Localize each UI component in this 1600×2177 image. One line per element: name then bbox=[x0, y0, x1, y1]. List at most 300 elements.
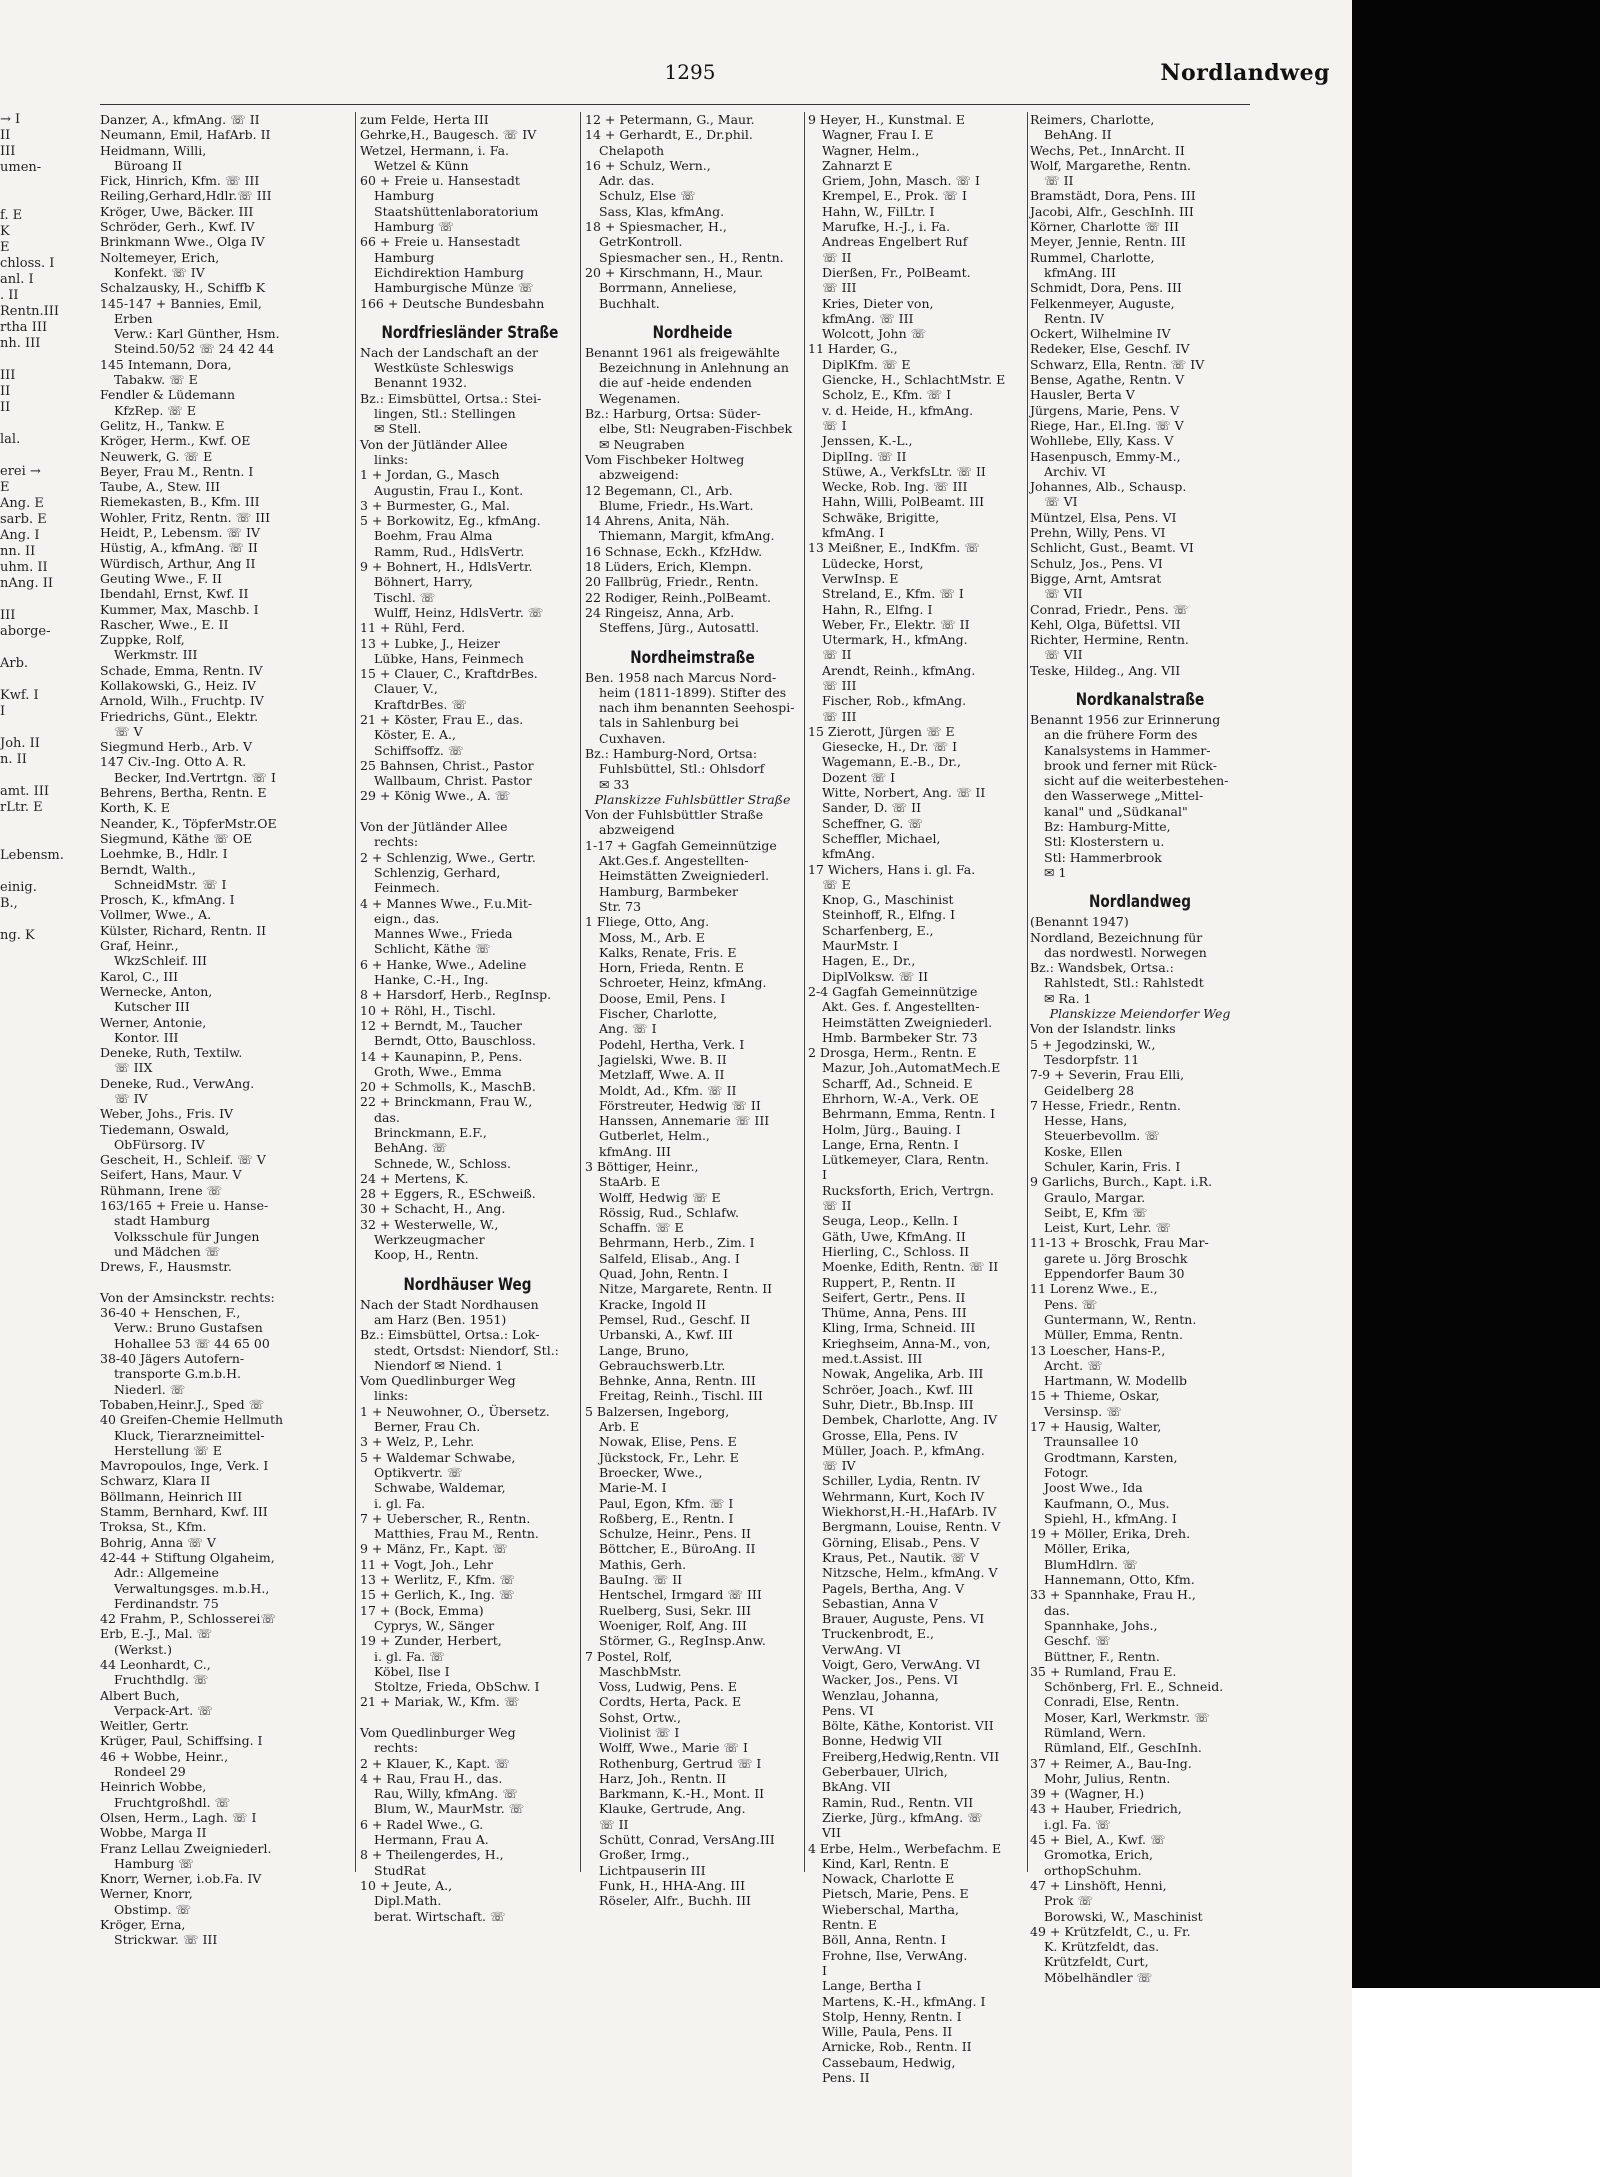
entry-continuation: Wille, Paula, Pens. II bbox=[822, 2024, 953, 2040]
street-heading: Nordfriesländer Straße bbox=[381, 322, 559, 343]
directory-entry: Heidt, P., Lebensm. ☏ IV bbox=[100, 525, 260, 541]
directory-entry: Gehrke,H., Baugesch. ☏ IV bbox=[360, 127, 537, 143]
entry-continuation: Niendorf ✉ Niend. 1 bbox=[374, 1357, 504, 1373]
directory-entry: 47 + Linshöft, Henni, bbox=[1030, 1877, 1167, 1893]
directory-entry: 49 + Krützfeldt, C., u. Fr. bbox=[1030, 1923, 1191, 1939]
directory-entry: 38-40 Jägers Autofern- bbox=[100, 1351, 245, 1367]
entry-continuation: Wacker, Jos., Pens. VI bbox=[822, 1672, 959, 1688]
entry-continuation: Nowak, Angelika, Arb. III bbox=[822, 1366, 984, 1382]
directory-entry: Siegmund Herb., Arb. V bbox=[100, 739, 253, 755]
directory-entry: Teske, Hildeg., Ang. VII bbox=[1030, 662, 1181, 678]
entry-continuation: Wagner, Frau I. E bbox=[822, 127, 934, 143]
directory-entry: Zuppke, Rolf, bbox=[100, 632, 185, 648]
entry-continuation: an die frühere Form des bbox=[1044, 727, 1198, 743]
entry-continuation: Scharfenberg, E., bbox=[822, 922, 934, 938]
directory-entry: 39 + (Wagner, H.) bbox=[1030, 1786, 1145, 1802]
directory-entry: Seifert, Hans, Maur. V bbox=[100, 1167, 242, 1183]
entry-continuation: K. Krützfeldt, das. bbox=[1044, 1939, 1160, 1955]
directory-entry: Arnold, Wilh., Fruchtp. IV bbox=[100, 693, 264, 709]
entry-continuation: Kind, Karl, Rentn. E bbox=[822, 1855, 950, 1871]
directory-entry: Kröger, Erna, bbox=[100, 1917, 186, 1933]
entry-continuation: Koske, Ellen bbox=[1044, 1143, 1123, 1159]
entry-continuation: Ruppert, P., Rentn. II bbox=[822, 1274, 956, 1290]
directory-entry: Bz.: Eimsbüttel, Ortsa.: Lok- bbox=[360, 1327, 540, 1343]
entry-continuation: Mohr, Julius, Rentn. bbox=[1044, 1770, 1171, 1786]
directory-entry: Felkenmeyer, Auguste, bbox=[1030, 295, 1175, 311]
entry-continuation: transporte G.m.b.H. bbox=[114, 1366, 242, 1382]
directory-entry: Prehn, Willy, Pens. VI bbox=[1030, 525, 1166, 541]
entry-continuation: Groth, Wwe., Emma bbox=[374, 1063, 502, 1079]
directory-entry: Olsen, Herm., Lagh. ☏ I bbox=[100, 1809, 257, 1825]
entry-continuation: Schlicht, Käthe ☏ bbox=[374, 941, 491, 957]
directory-entry: 15 + Clauer, C., KraftdrBes. bbox=[360, 666, 538, 682]
entry-continuation: Kracke, Ingold II bbox=[599, 1296, 707, 1312]
entry-continuation: Jückstock, Fr., Lehr. E bbox=[599, 1449, 739, 1465]
entry-continuation: Schulz, Else ☏ bbox=[599, 188, 696, 204]
map-reference: Planskizze Fuhlsbüttler Straße bbox=[594, 791, 791, 807]
margin-fragment: Kwf. I bbox=[0, 688, 39, 703]
entry-continuation: Hohallee 53 ☏ 44 65 00 bbox=[114, 1335, 270, 1351]
entry-continuation: Cuxhaven. bbox=[599, 730, 666, 746]
entry-continuation: Pagels, Bertha, Ang. V bbox=[822, 1580, 965, 1596]
directory-entry: 20 Fallbrüg, Friedr., Rentn. bbox=[585, 574, 759, 590]
directory-entry: Weber, Johs., Fris. IV bbox=[100, 1106, 234, 1122]
entry-continuation: Heimstätten Zweigniederl. bbox=[822, 1014, 993, 1030]
directory-entry: Berndt, Walth., bbox=[100, 861, 196, 877]
directory-entry: 10 + Jeute, A., bbox=[360, 1877, 453, 1893]
entry-continuation: brook und ferner mit Rück- bbox=[1044, 757, 1217, 773]
entry-continuation: DiplKfm. ☏ E bbox=[822, 356, 911, 372]
entry-continuation: Böhnert, Harry, bbox=[374, 574, 473, 590]
directory-entry: Meyer, Jennie, Rentn. III bbox=[1030, 234, 1186, 250]
entry-continuation: Akt.Ges.f. Angestellten- bbox=[599, 853, 749, 869]
margin-fragment bbox=[0, 352, 70, 368]
entry-continuation: ✉ Stell. bbox=[374, 421, 422, 437]
directory-entry: 2-4 Gagfah Gemeinnützige bbox=[808, 983, 978, 999]
directory-entry: Taube, A., Stew. III bbox=[100, 479, 221, 495]
entry-continuation: SchneidMstr. ☏ I bbox=[114, 876, 227, 892]
margin-fragment: f. E bbox=[0, 208, 23, 223]
directory-entry: Von der Islandstr. links bbox=[1030, 1021, 1176, 1037]
directory-entry: Schmidt, Dora, Pens. III bbox=[1030, 280, 1182, 296]
entry-continuation: links: bbox=[374, 451, 409, 467]
entry-continuation: ✉ 33 bbox=[599, 776, 630, 792]
entry-continuation: ☏ II bbox=[822, 647, 852, 663]
directory-entry: 3 Böttiger, Heinr., bbox=[585, 1159, 699, 1174]
entry-continuation: BehAng. ☏ bbox=[374, 1140, 448, 1156]
entry-continuation: Marufke, H.-J., i. Fa. bbox=[822, 219, 951, 235]
spacer bbox=[360, 1710, 575, 1725]
entry-continuation: Lichtpauserin III bbox=[599, 1862, 706, 1878]
spacer bbox=[360, 804, 575, 819]
entry-continuation: Prok ☏ bbox=[1044, 1893, 1094, 1909]
directory-entry: 22 Rodiger, Reinh.,PolBeamt. bbox=[585, 589, 771, 605]
margin-fragment: aborge- bbox=[0, 624, 51, 639]
directory-entry: Kummer, Max, Maschb. I bbox=[100, 601, 259, 617]
directory-entry: 45 + Biel, A., Kwf. ☏ bbox=[1030, 1832, 1166, 1848]
entry-continuation: Scholz, E., Kfm. ☏ I bbox=[822, 387, 952, 403]
entry-continuation: ObFürsorg. IV bbox=[114, 1136, 205, 1152]
entry-continuation: Graulo, Margar. bbox=[1044, 1189, 1146, 1205]
margin-fragment bbox=[0, 416, 70, 432]
entry-continuation: Böll, Anna, Rentn. I bbox=[822, 1932, 946, 1948]
entry-continuation: WkzSchleif. III bbox=[114, 953, 207, 969]
entry-continuation: i. gl. Fa. bbox=[374, 1495, 426, 1511]
entry-continuation: Lange, Erna, Rentn. I bbox=[822, 1136, 959, 1152]
entry-continuation: Bz: Hamburg-Mitte, bbox=[1044, 819, 1171, 835]
directory-entry: 9 + Mänz, Fr., Kapt. ☏ bbox=[360, 1541, 508, 1557]
entry-continuation: Rentn. IV bbox=[1044, 310, 1104, 326]
directory-entry: Kröger, Uwe, Bäcker. III bbox=[100, 203, 254, 219]
directory-entry: 8 + Theilengerdes, H., bbox=[360, 1847, 504, 1863]
margin-fragment: einig. bbox=[0, 880, 37, 895]
entry-continuation: das. bbox=[1044, 1602, 1070, 1618]
directory-entry: 18 + Spiesmacher, H., bbox=[585, 219, 727, 235]
entry-continuation: Freitag, Reinh., Tischl. III bbox=[599, 1388, 763, 1404]
column-4 bbox=[808, 112, 1028, 2085]
entry-continuation: Augustin, Frau I., Kont. bbox=[374, 482, 524, 498]
directory-entry: zum Felde, Herta III bbox=[360, 112, 489, 127]
directory-entry: 1 + Jordan, G., Masch bbox=[360, 467, 500, 483]
entry-continuation: Tischl. ☏ bbox=[374, 589, 436, 605]
directory-entry: 1 Fliege, Otto, Ang. bbox=[585, 914, 710, 930]
entry-continuation: Hannemann, Otto, Kfm. bbox=[1044, 1572, 1195, 1588]
entry-continuation: Borrmann, Anneliese, bbox=[599, 280, 737, 296]
entry-continuation: Adr.: Allgemeine bbox=[114, 1565, 219, 1581]
entry-continuation: Hanssen, Annemarie ☏ III bbox=[599, 1113, 770, 1129]
entry-continuation: I bbox=[822, 1167, 827, 1183]
directory-entry: 21 + Köster, Frau E., das. bbox=[360, 711, 524, 727]
entry-continuation: Westküste Schleswigs bbox=[374, 360, 514, 376]
directory-entry: Knorr, Werner, i.ob.Fa. IV bbox=[100, 1871, 262, 1887]
entry-continuation: Ferdinandstr. 75 bbox=[114, 1595, 219, 1611]
margin-fragment: nAng. II bbox=[0, 576, 53, 591]
directory-entry: Fendler & Lüdemann bbox=[100, 387, 236, 403]
entry-continuation: Fischer, Charlotte, bbox=[599, 1006, 718, 1022]
entry-continuation: Moss, M., Arb. E bbox=[599, 929, 705, 945]
directory-entry: Kröger, Herm., Kwf. OE bbox=[100, 433, 251, 449]
entry-continuation: Buchhalt. bbox=[599, 295, 660, 311]
entry-continuation: abzweigend: bbox=[599, 467, 679, 483]
entry-continuation: Spannhake, Johs., bbox=[1044, 1617, 1158, 1633]
entry-continuation: ☏ II bbox=[599, 1816, 629, 1832]
directory-entry: 24 Ringeisz, Anna, Arb. bbox=[585, 604, 735, 620]
entry-continuation: Scharff, Ad., Schneid. E bbox=[822, 1075, 973, 1091]
entry-continuation: MaschbMstr. bbox=[599, 1663, 682, 1679]
directory-entry: Hausler, Berta V bbox=[1030, 387, 1135, 403]
margin-fragment bbox=[0, 720, 70, 736]
entry-continuation: Gäth, Uwe, KfmAng. II bbox=[822, 1228, 966, 1244]
directory-entry: 37 + Reimer, A., Bau-Ing. bbox=[1030, 1755, 1192, 1771]
entry-continuation: BauIng. ☏ II bbox=[599, 1572, 683, 1588]
directory-entry: Neander, K., TöpferMstr.OE bbox=[100, 815, 277, 831]
directory-entry: Noltemeyer, Erich, bbox=[100, 249, 220, 265]
directory-entry: Schwarz, Klara II bbox=[100, 1473, 211, 1489]
entry-continuation: Ramin, Rud., Rentn. VII bbox=[822, 1794, 974, 1810]
entry-continuation: Wetzel & Künn bbox=[374, 157, 469, 173]
entry-continuation: Adr. das. bbox=[599, 173, 655, 189]
entry-continuation: Köster, E. A., bbox=[374, 727, 456, 743]
entry-continuation: Marie-M. I bbox=[599, 1480, 667, 1496]
directory-entry: 7 + Ueberscher, R., Rentn. bbox=[360, 1510, 531, 1526]
entry-continuation: DiplVolksw. ☏ II bbox=[822, 968, 929, 984]
entry-continuation: Wulff, Heinz, HdlsVertr. ☏ bbox=[374, 604, 544, 620]
entry-continuation: ☏ II bbox=[1044, 173, 1074, 189]
entry-continuation: Tabakw. ☏ E bbox=[114, 372, 198, 388]
directory-entry: Bramstädt, Dora, Pens. III bbox=[1030, 188, 1196, 204]
directory-entry: Bz.: Harburg, Ortsa: Süder- bbox=[585, 406, 761, 422]
entry-continuation: Berndt, Otto, Bauschloss. bbox=[374, 1033, 536, 1049]
entry-continuation: Hahn, W., FilLtr. I bbox=[822, 203, 935, 219]
directory-entry: 19 + Zunder, Herbert, bbox=[360, 1633, 502, 1649]
directory-entry: Brinkmann Wwe., Olga IV bbox=[100, 234, 265, 250]
directory-entry: Kehl, Olga, Büfettsl. VII bbox=[1030, 616, 1181, 632]
entry-continuation: abzweigend bbox=[599, 822, 675, 838]
entry-continuation: Funk, H., HHA-Ang. III bbox=[599, 1877, 746, 1893]
page-number: 1295 bbox=[664, 60, 716, 84]
directory-entry: Hüstig, A., kfmAng. ☏ II bbox=[100, 540, 258, 556]
entry-continuation: Rümland, Elf., GeschInh. bbox=[1044, 1740, 1202, 1756]
entry-continuation: Wagemann, E.-B., Dr., bbox=[822, 754, 961, 770]
entry-continuation: die auf -heide endenden bbox=[599, 375, 752, 391]
entry-continuation: Hierling, C., Schloss. II bbox=[822, 1243, 970, 1259]
entry-continuation: Geschf. ☏ bbox=[1044, 1633, 1111, 1649]
entry-continuation: Pemsel, Rud., Geschf. II bbox=[599, 1311, 751, 1327]
entry-continuation: eign., das. bbox=[374, 910, 440, 926]
entry-continuation: Wecke, Rob. Ing. ☏ III bbox=[822, 479, 968, 495]
entry-continuation: GetrKontroll. bbox=[599, 234, 683, 250]
margin-fragment: II bbox=[0, 400, 11, 415]
directory-entry: 20 + Schmolls, K., MaschB. bbox=[360, 1079, 536, 1095]
entry-continuation: Rothenburg, Gertrud ☏ I bbox=[599, 1755, 762, 1771]
entry-continuation: Schulze, Heinr., Pens. II bbox=[599, 1526, 751, 1542]
entry-continuation: Möbelhändler ☏ bbox=[1044, 1969, 1153, 1985]
entry-continuation: Violinist ☏ I bbox=[599, 1724, 680, 1740]
running-head-street: Nordlandweg bbox=[1160, 60, 1330, 86]
directory-entry: 3 + Welz, P., Lehr. bbox=[360, 1434, 475, 1450]
entry-continuation: i.gl. Fa. ☏ bbox=[1044, 1816, 1111, 1832]
entry-continuation: Voss, Ludwig, Pens. E bbox=[599, 1679, 737, 1695]
directory-entry: Jürgens, Marie, Pens. V bbox=[1030, 402, 1180, 418]
directory-entry: 16 Schnase, Eckh., KfzHdw. bbox=[585, 543, 763, 559]
entry-continuation: Knop, G., Maschinist bbox=[822, 892, 954, 908]
entry-continuation: Klauke, Gertrude, Ang. bbox=[599, 1801, 746, 1817]
entry-continuation: lingen, Stl.: Stellingen bbox=[374, 406, 516, 422]
entry-continuation: MaurMstr. I bbox=[822, 938, 899, 954]
directory-entry: Conrad, Friedr., Pens. ☏ bbox=[1030, 601, 1189, 617]
directory-entry: Bz.: Wandsbek, Ortsa.: bbox=[1030, 960, 1174, 976]
entry-continuation: Hahn, R., Elfng. I bbox=[822, 601, 933, 617]
directory-entry: 19 + Möller, Erika, Dreh. bbox=[1030, 1526, 1191, 1542]
entry-continuation: Rentn. E bbox=[822, 1917, 878, 1933]
directory-entry: Stamm, Bernhard, Kwf. III bbox=[100, 1504, 268, 1520]
directory-entry: Bense, Agathe, Rentn. V bbox=[1030, 372, 1185, 388]
directory-entry: 6 + Hanke, Wwe., Adeline bbox=[360, 956, 527, 972]
directory-entry: 21 + Mariak, W., Kfm. ☏ bbox=[360, 1694, 520, 1710]
directory-entry: 2 + Klauer, K., Kapt. ☏ bbox=[360, 1755, 510, 1771]
spacer bbox=[100, 1275, 352, 1290]
directory-entry: 11 Harder, G., bbox=[808, 341, 898, 357]
entry-continuation: Steinhoff, R., Elfng. I bbox=[822, 907, 956, 923]
directory-entry: 15 + Gerlich, K., Ing. ☏ bbox=[360, 1587, 515, 1603]
entry-continuation: Gebrauchswerb.Ltr. bbox=[599, 1357, 726, 1373]
entry-continuation: Schönberg, Frl. E., Schneid. bbox=[1044, 1679, 1224, 1695]
entry-continuation: Ruelberg, Susi, Sekr. III bbox=[599, 1602, 752, 1618]
entry-continuation: Doose, Emil, Pens. I bbox=[599, 990, 726, 1006]
entry-continuation: rechts: bbox=[374, 1740, 419, 1756]
entry-continuation: Böttcher, E., BüroAng. II bbox=[599, 1541, 756, 1557]
directory-entry: 11 Lorenz Wwe., E., bbox=[1030, 1281, 1158, 1297]
entry-continuation: Ehrhorn, W.-A., Verk. OE bbox=[822, 1091, 979, 1106]
directory-entry: Schade, Emma, Rentn. IV bbox=[100, 662, 263, 678]
directory-entry: Albert Buch, bbox=[100, 1687, 180, 1703]
entry-continuation: Verwaltungsges. m.b.H., bbox=[114, 1580, 270, 1596]
entry-continuation: rechts: bbox=[374, 834, 419, 850]
directory-entry: Wobbe, Marga II bbox=[100, 1825, 207, 1841]
entry-continuation: Hamburgische Münze ☏ bbox=[374, 280, 534, 296]
margin-fragment: II bbox=[0, 384, 11, 399]
directory-entry: Vom Quedlinburger Weg bbox=[360, 1724, 516, 1740]
entry-continuation: Behrmann, Herb., Zim. I bbox=[599, 1235, 755, 1251]
entry-continuation: Eichdirektion Hamburg bbox=[374, 264, 524, 280]
street-heading: Nordhäuser Weg bbox=[403, 1274, 532, 1295]
entry-continuation: Hanke, C.-H., Ing. bbox=[374, 972, 489, 988]
entry-continuation: ✉ Ra. 1 bbox=[1044, 990, 1092, 1006]
directory-entry: Deneke, Rud., VerwAng. bbox=[100, 1075, 255, 1091]
map-reference: Planskizze Meiendorfer Weg bbox=[1049, 1006, 1231, 1022]
entry-continuation: Freiberg,Hedwig,Rentn. VII bbox=[822, 1748, 1000, 1764]
entry-continuation: Rössig, Rud., Schlafw. bbox=[599, 1204, 739, 1220]
entry-continuation: Urbanski, A., Kwf. III bbox=[599, 1327, 733, 1343]
directory-entry: 9 Heyer, H., Kunstmal. E bbox=[808, 112, 966, 127]
directory-entry: 46 + Wobbe, Heinr., bbox=[100, 1748, 229, 1764]
directory-entry: 5 + Jegodzinski, W., bbox=[1030, 1036, 1156, 1052]
entry-continuation: Strickwar. ☏ III bbox=[114, 1932, 218, 1948]
directory-entry: 7-9 + Severin, Frau Elli, bbox=[1030, 1067, 1185, 1083]
entry-continuation: berat. Wirtschaft. ☏ bbox=[374, 1908, 506, 1924]
directory-entry: Müntzel, Elsa, Pens. VI bbox=[1030, 509, 1177, 525]
directory-entry: 3 + Burmester, G., Mal. bbox=[360, 497, 510, 513]
entry-continuation: Dozent ☏ I bbox=[822, 769, 896, 785]
entry-continuation: Seifert, Gertr., Pens. II bbox=[822, 1289, 966, 1305]
directory-entry: Danzer, A., kfmAng. ☏ II bbox=[100, 112, 260, 127]
margin-fragment: III bbox=[0, 608, 16, 623]
directory-entry: Schulz, Jos., Pens. VI bbox=[1030, 555, 1163, 571]
directory-entry: 32 + Westerwelle, W., bbox=[360, 1216, 499, 1232]
entry-continuation: Andreas Engelbert Ruf bbox=[822, 234, 968, 250]
directory-entry: 17 + Hausig, Walter, bbox=[1030, 1419, 1162, 1435]
column-5 bbox=[1030, 112, 1250, 1985]
street-heading: Nordkanalstraße bbox=[1075, 689, 1205, 710]
entry-continuation: elbe, Stl: Neugraben-Fischbek bbox=[599, 421, 793, 437]
directory-entry: 15 Zierott, Jürgen ☏ E bbox=[808, 723, 955, 739]
entry-continuation: Steind.50/52 ☏ 24 42 44 bbox=[114, 341, 275, 357]
entry-continuation: Kutscher III bbox=[114, 999, 190, 1015]
entry-continuation: kfmAng. III bbox=[1044, 264, 1116, 280]
entry-continuation: Grosse, Ella, Pens. IV bbox=[822, 1427, 958, 1443]
entry-continuation: Martens, K.-H., kfmAng. I bbox=[822, 1993, 986, 2009]
directory-entry: Prosch, K., kfmAng. I bbox=[100, 892, 235, 908]
directory-entry: 2 Drosga, Herm., Rentn. E bbox=[808, 1045, 977, 1061]
directory-entry: Rascher, Wwe., E. II bbox=[100, 616, 229, 632]
entry-continuation: Str. 73 bbox=[599, 898, 642, 914]
directory-entry: Werner, Antonie, bbox=[100, 1014, 207, 1030]
directory-entry: 15 + Thieme, Oskar, bbox=[1030, 1388, 1160, 1404]
directory-entry: Erb, E.-J., Mal. ☏ bbox=[100, 1626, 213, 1642]
entry-continuation: Nitzsche, Helm., kfmAng. V bbox=[822, 1565, 998, 1581]
entry-continuation: Koop, H., Rentn. bbox=[374, 1247, 479, 1263]
directory-entry: Heidmann, Willi, bbox=[100, 142, 207, 158]
entry-continuation: Behnke, Anna, Rentn. III bbox=[599, 1373, 756, 1389]
directory-entry: Nach der Stadt Nordhausen bbox=[360, 1296, 539, 1312]
entry-continuation: Guntermann, W., Rentn. bbox=[1044, 1311, 1197, 1327]
directory-entry: Gelitz, H., Tankw. E bbox=[100, 417, 225, 433]
entry-continuation: Hamburg bbox=[374, 249, 435, 265]
directory-entry: Nordland, Bezeichnung für bbox=[1030, 929, 1203, 945]
directory-entry: 42 Frahm, P., Schlosserei☏ bbox=[100, 1611, 276, 1627]
entry-continuation: Paul, Egon, Kfm. ☏ I bbox=[599, 1495, 734, 1511]
directory-entry: 17 + (Bock, Emma) bbox=[360, 1602, 484, 1618]
entry-continuation: Förstreuter, Hedwig ☏ II bbox=[599, 1097, 761, 1113]
entry-continuation: Wegenamen. bbox=[599, 390, 681, 406]
directory-entry: 10 + Röhl, H., Tischl. bbox=[360, 1002, 496, 1018]
margin-fragment bbox=[0, 816, 70, 832]
margin-fragment: Rentn.III bbox=[0, 304, 59, 319]
directory-entry: Troksa, St., Kfm. bbox=[100, 1519, 207, 1535]
entry-continuation: Feinmech. bbox=[374, 880, 440, 896]
entry-continuation: Kanalsystems in Hammer- bbox=[1044, 742, 1211, 758]
margin-fragment bbox=[0, 768, 70, 784]
entry-continuation: Fotogr. bbox=[1044, 1464, 1089, 1480]
entry-continuation: Kling, Irma, Schneid. III bbox=[822, 1320, 976, 1336]
entry-continuation: Lange, Bruno, bbox=[599, 1342, 689, 1358]
directory-entry: Loehmke, B., Hdlr. I bbox=[100, 846, 228, 862]
directory-entry: (Benannt 1947) bbox=[1030, 914, 1129, 930]
entry-continuation: Krempel, E., Prok. ☏ I bbox=[822, 188, 967, 204]
entry-continuation: Utermark, H., kfmAng. bbox=[822, 632, 968, 648]
directory-entry: Schwarz, Ella, Rentn. ☏ IV bbox=[1030, 356, 1205, 372]
directory-entry: Franz Lellau Zweigniederl. bbox=[100, 1840, 272, 1856]
column-3 bbox=[585, 112, 800, 1909]
entry-continuation: Dierßen, Fr., PolBeamt. bbox=[822, 264, 971, 280]
directory-entry: 14 + Kaunapinn, P., Pens. bbox=[360, 1048, 523, 1064]
entry-continuation: Niederl. ☏ bbox=[114, 1381, 186, 1397]
entry-continuation: Sohst, Ortw., bbox=[599, 1709, 681, 1725]
entry-continuation: Bonne, Hedwig VII bbox=[822, 1733, 943, 1749]
directory-entry: Heinrich Wobbe, bbox=[100, 1779, 207, 1795]
entry-continuation: Herstellung ☏ E bbox=[114, 1442, 222, 1458]
entry-continuation: Verw.: Karl Günther, Hsm. bbox=[114, 326, 280, 342]
column-divider bbox=[580, 112, 581, 1872]
entry-continuation: Pietsch, Marie, Pens. E bbox=[822, 1886, 969, 1902]
directory-entry: Wohllebe, Elly, Kass. V bbox=[1030, 433, 1174, 449]
entry-continuation: Salfeld, Elisab., Ang. I bbox=[599, 1250, 740, 1266]
directory-entry: 44 Leonhardt, C., bbox=[100, 1656, 211, 1672]
entry-continuation: stadt Hamburg bbox=[114, 1213, 211, 1229]
entry-continuation: Pens. II bbox=[822, 2070, 870, 2085]
entry-continuation: StaArb. E bbox=[599, 1174, 661, 1190]
entry-continuation: Lange, Bertha I bbox=[822, 1978, 922, 1994]
directory-entry: Benannt 1961 als freigewählte bbox=[585, 344, 780, 360]
entry-continuation: Kontor. III bbox=[114, 1029, 179, 1045]
entry-continuation: Schnede, W., Schloss. bbox=[374, 1155, 511, 1171]
directory-entry: Korth, K. E bbox=[100, 800, 170, 816]
margin-fragment bbox=[0, 832, 70, 848]
entry-continuation: Hamburg ☏ bbox=[374, 219, 454, 235]
margin-fragment: Ang. I bbox=[0, 528, 40, 543]
entry-continuation: Büttner, F., Rentn. bbox=[1044, 1648, 1160, 1664]
directory-entry: Vom Fischbeker Holtweg bbox=[585, 451, 745, 467]
